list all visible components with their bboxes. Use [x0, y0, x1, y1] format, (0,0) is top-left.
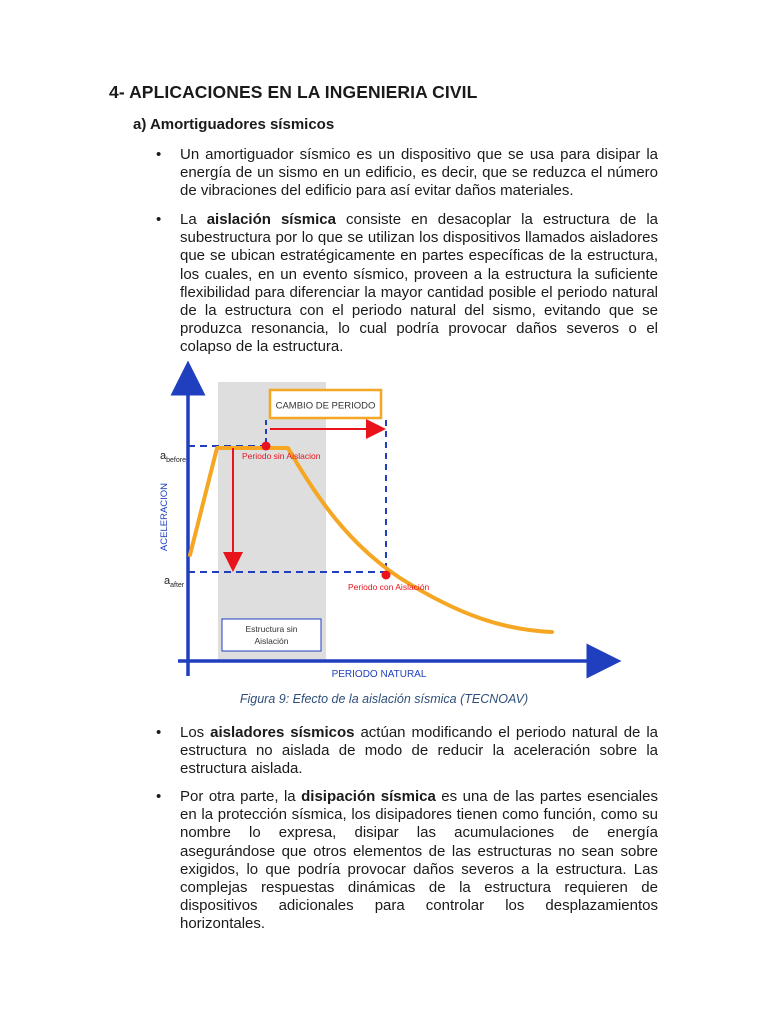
- bullet-2: •: [156, 211, 162, 228]
- periodo-con-label: Periodo con Aislación: [348, 582, 430, 592]
- point-period-with: [382, 571, 391, 580]
- paragraph-amortiguador: Un amortiguador sísmico es un dispositivo que se usa para disipar la energía de un sismo en un edificio, es decir, que se reduzca el número de vibraciones del edificio para así evitar daños materiales.: [180, 146, 658, 200]
- y-axis-label: ACELERACION: [159, 482, 170, 552]
- x-axis-label: PERIODO NATURAL: [331, 669, 427, 680]
- figure-seismic-isolation: [0, 360, 768, 690]
- estructura-box-line1: Estructura sin: [245, 624, 298, 634]
- term-aislacion-sismica: aislación sísmica: [206, 211, 336, 228]
- paragraph-aisladores: Los aisladores sísmicos actúan modificando el periodo natural de la estructura no aislada de modo de reducir la aceleración sobre la estructura aislada.: [180, 724, 659, 778]
- bullet-1: •: [156, 146, 162, 163]
- bullet-3: •: [156, 724, 162, 741]
- bullet-4: •: [156, 788, 162, 805]
- periodo-sin-label: Periodo sin Aislacion: [242, 451, 321, 461]
- cambio-periodo-label: CAMBIO DE PERIODO: [275, 400, 376, 412]
- subsection-heading: a) Amortiguadores sísmicos: [133, 116, 335, 133]
- term-disipacion-sismica: disipación sísmica: [301, 788, 436, 805]
- estructura-box-line2: Aislación: [254, 636, 289, 646]
- figure-caption: Figura 9: Efecto de la aislación sísmica (TECNOAV): [239, 692, 529, 706]
- section-heading: 4- APLICACIONES EN LA INGENIERIA CIVIL: [109, 82, 478, 102]
- point-period-without: [262, 442, 271, 451]
- a-after-label: $a_{after}$: [164, 575, 185, 589]
- paragraph-aislacion: La aislación sísmica consiste en desacoplar la estructura de la subestructura por lo que se utilizan los dispositivos llamados aisladores que se ubican estratégicamente en partes específicas de la estructura, los cuales, en un evento sísmico, proveen a la estructura la suficiente flexibilidad para diferenciar la mayor cantidad posible el periodo natural de la estructura con el periodo natural del sismo, evitando que se produzca resonancia, lo cual podría provocar daños severos o el colapso de la estructura.: [180, 211, 658, 356]
- term-aisladores-sismicos: aisladores sísmicos: [210, 724, 355, 741]
- a-before-label: $a_{before}$: [160, 450, 186, 464]
- paragraph-disipacion: Por otra parte, la disipación sísmica es una de las partes esenciales en la protección sísmica, los disipadores tienen como función, como su nombre lo expresa, disipar las acumulaciones de energía asegurándose que otros elementos de las estructuras no sean sobre exigidos, lo que podría provocar daños severos a la estructura. Las complejas respuestas dinámicas de la estructura requieren de dispositivos adicionales para controlar los desplazamientos horizontales.: [180, 788, 658, 933]
